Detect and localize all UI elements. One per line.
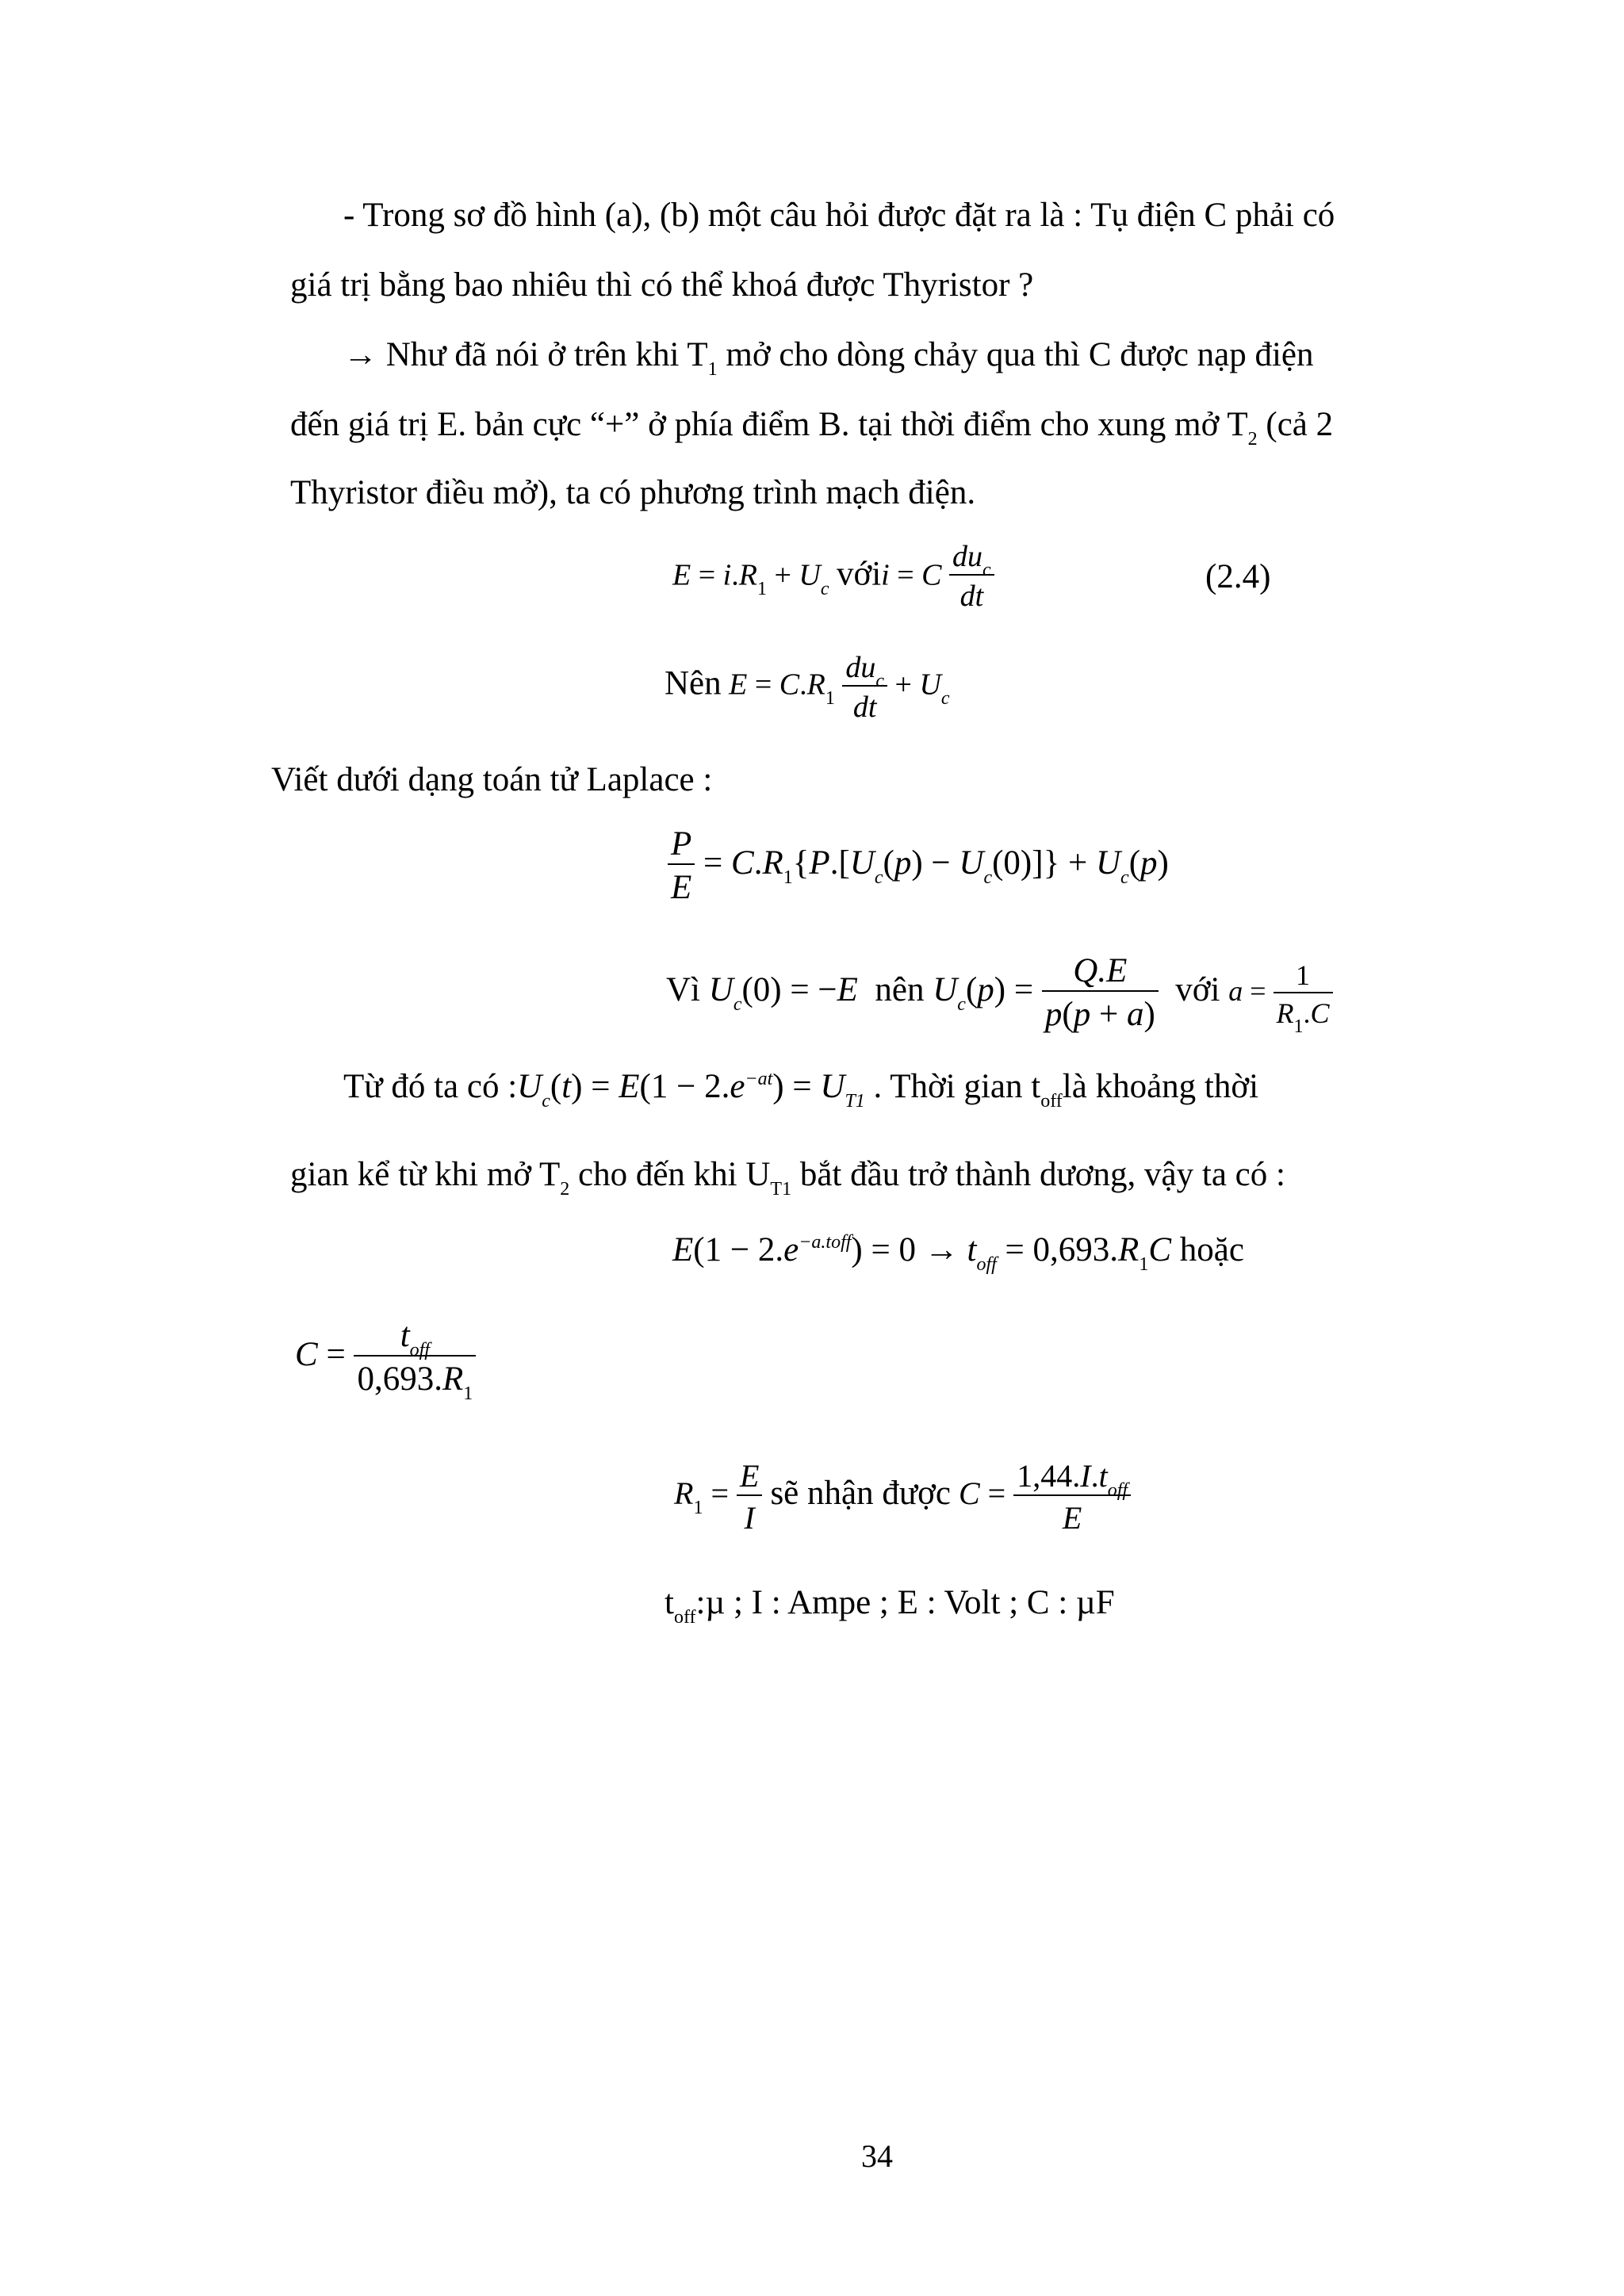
laplace-heading: Viết dưới dạng toán tử Laplace : — [271, 761, 713, 798]
paragraph-gian: gian kể từ khi mở $T_2$ cho đến khi $U_{T1}$ bắt đầu trở thành dương, vậy ta có : — [290, 1156, 1285, 1200]
units-line: $t_{off}:\mu$ ; I : Ampe ; E : Volt ; C : µF — [665, 1584, 1115, 1628]
equation-laplace: $\frac{P}{E}$ = $C.R_1\{P.[U_c(p) - U_c(0)]\} + U_c(p)$ — [668, 825, 1169, 907]
paragraph-line-3: → Như đã nói ở trên khi $T_1$ mở cho dòng chảy qua thì C được nạp điện — [343, 336, 1314, 380]
equation-tudo: Từ đó ta có $:U_c(t) = E(1 - 2.e^{-at}) = U_{T1}$ . Thời gian $t_{off}là$ khoảng thời — [343, 1068, 1259, 1112]
paragraph-line-4: đến giá trị E. bản cực “+” ở phía điểm B. tại thời điểm cho xung mở $T_2$ (cả 2 — [290, 406, 1334, 450]
paragraph-line-2: giá trị bằng bao nhiêu thì có thể khoá được Thyristor ? — [290, 266, 1034, 304]
equation-c: C = $\frac{t_{off}}{0,693.R_1}$ — [295, 1316, 476, 1399]
page-number: 34 — [861, 2138, 893, 2174]
equation-toff: $E(1 - 2.e^{-a.toff}) = 0 \to t_{off} = 0,693.R_1C$ hoặc — [672, 1231, 1244, 1275]
paragraph-line-1: - Trong sơ đồ hình (a), (b) một câu hỏi được đặt ra là : Tụ điện C phải có — [343, 197, 1335, 234]
equation-nen: Nên $E = C.R_1$ $\frac{du_c}{dt}$ + $U_c$ — [665, 651, 950, 724]
equation-r1: $R_1$ = $\frac{E}{I}$ sẽ nhận được C = $\frac{1,44.I.t_{off}}{E}$ — [674, 1457, 1131, 1536]
paragraph-line-5: Thyristor điều mở), ta có phương trình mạch điện. — [290, 474, 976, 511]
equation-vi: Vì $U_c(0) = -E$ nên $U_c(p)$ = $\frac{Q.E}{p(p + a)}$ với a = $\frac{1}{R_1.C}$ — [666, 951, 1333, 1034]
equation-number: (2.4) — [1205, 558, 1271, 595]
equation-2-4: $E = i.R_1 + U_c$ vớii = C $\frac{du_c}{dt}$ — [672, 541, 994, 615]
